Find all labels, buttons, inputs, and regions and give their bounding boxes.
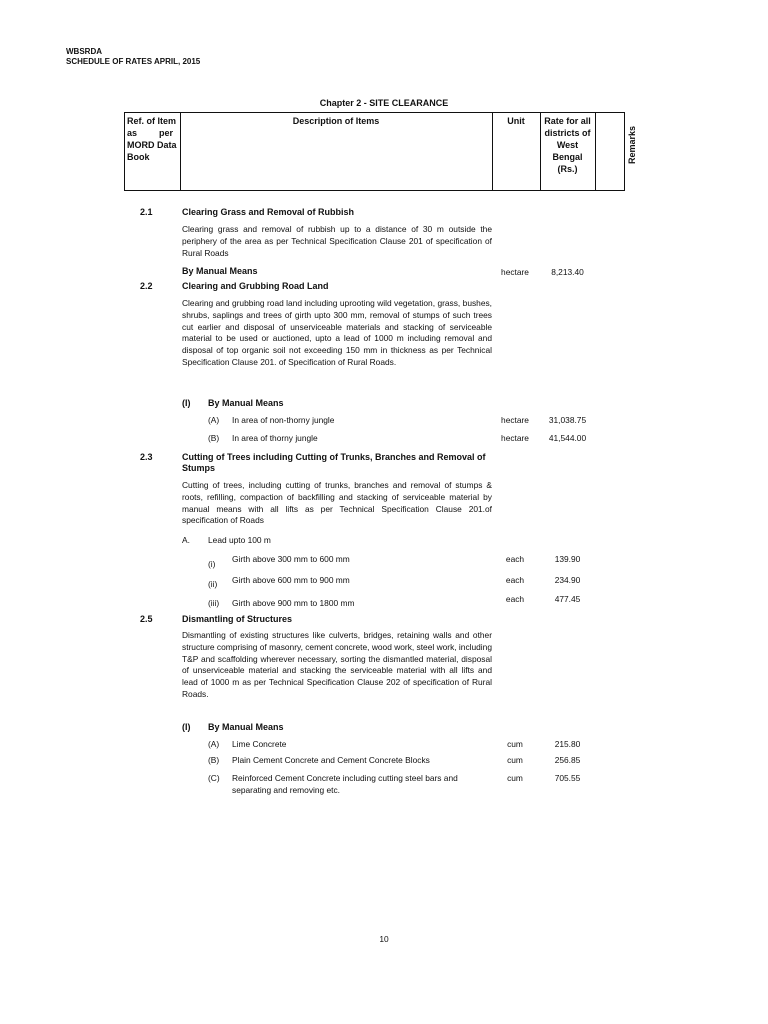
ref-header-line: per: [159, 128, 174, 138]
rate-header-line: (Rs.): [557, 164, 578, 174]
lead-text: Lead upto 100 m: [208, 535, 271, 545]
item-description: Cutting of trees, including cutting of trunks, branches and removal of stumps & roots, refilling, compaction of backfilling and stacking of serviceable material by manual means with all lifts as per Technical Specification Clause 201.of specification of Roads: [182, 480, 492, 526]
rate-header-line: West: [556, 140, 579, 150]
rate-header-line: Bengal: [552, 152, 583, 162]
ref-header-line: as: [127, 128, 138, 138]
rate-header-line: Rate for all: [544, 116, 591, 126]
means-label: By Manual Means: [208, 398, 284, 408]
description-header: Description of Items: [292, 116, 380, 126]
item-title: Clearing Grass and Removal of Rubbish: [182, 207, 355, 217]
sub-item-text: Lime Concrete: [232, 739, 287, 749]
unit-value: hectare: [501, 433, 529, 443]
rate-value: 256.85: [554, 755, 581, 765]
sub-item-label: (A): [208, 415, 220, 425]
sub-item-text: In area of thorny jungle: [232, 433, 318, 443]
sub-item-text: Girth above 900 mm to 1800 mm: [232, 598, 355, 608]
unit-value: cum: [507, 755, 523, 765]
means-label: By Manual Means: [208, 722, 284, 732]
ref-header-line: Ref. of Item: [127, 116, 177, 126]
unit-value: each: [505, 594, 525, 604]
item-title: Cutting of Trees including Cutting of Trunks, Branches and Removal of Stumps: [182, 452, 486, 473]
sub-item-text: Girth above 300 mm to 600 mm: [232, 554, 350, 564]
page-number: 10: [379, 934, 389, 944]
sub-item-label: (C): [208, 773, 220, 783]
unit-value: hectare: [501, 267, 529, 277]
rate-value: 215.80: [554, 739, 581, 749]
item-description: Clearing grass and removal of rubbish up to a distance of 30 m outside the periphery of the area as per Technical Specification Clause 201 of specification of Rural Roads: [182, 224, 492, 258]
table-header: [124, 112, 625, 191]
rate-header-line: districts of: [544, 128, 591, 138]
means-label: By Manual Means: [182, 266, 258, 276]
item-number: 2.5: [140, 614, 153, 624]
item-number: 2.1: [140, 207, 153, 217]
sub-item-text: In area of non-thorny jungle: [232, 415, 335, 425]
rate-value: 705.55: [554, 773, 581, 783]
rate-value: 31,038.75: [548, 415, 587, 425]
unit-value: hectare: [501, 415, 529, 425]
sub-item-label: (ii): [208, 579, 218, 589]
item-number: 2.3: [140, 452, 153, 462]
rate-value: 139.90: [554, 554, 581, 564]
chapter-title: Chapter 2 - SITE CLEARANCE: [319, 98, 449, 108]
unit-header: Unit: [507, 116, 525, 126]
rate-value: 477.45: [554, 594, 581, 604]
unit-value: cum: [507, 773, 523, 783]
remarks-header: Remarks: [627, 125, 637, 165]
item-title: Dismantling of Structures: [182, 614, 293, 624]
lead-label: A.: [182, 535, 190, 545]
item-description: Clearing and grubbing road land including uprooting wild vegetation, grass, bushes, shrubs, saplings and trees of girth upto 300 mm, removal of stumps of such trees cut earlier and disposal of unserviceable materials and stacking of serviceable material to be used or auctioned, upto a lead of 1000 m including removal and disposal of top organic soil not exceeding 150 mm in thickness as per Technical Specification Clause 201. of Specification of Rural Roads.: [182, 298, 492, 367]
rate-value: 41,544.00: [548, 433, 587, 443]
ref-header-line: Book: [127, 152, 150, 162]
means-number: (I): [182, 722, 191, 732]
unit-value: each: [505, 554, 525, 564]
rate-value: 234.90: [554, 575, 581, 585]
sub-item-label: (B): [208, 755, 220, 765]
sub-item-text: Plain Cement Concrete and Cement Concrete Blocks: [232, 755, 430, 765]
sub-item-text: Reinforced Cement Concrete including cutting steel bars and separating and removing etc.: [232, 773, 458, 795]
item-title: Clearing and Grubbing Road Land: [182, 281, 329, 291]
column-divider: [595, 113, 596, 190]
sub-item-label: (A): [208, 739, 220, 749]
sub-item-text: Girth above 600 mm to 900 mm: [232, 575, 350, 585]
sub-item-label: (B): [208, 433, 220, 443]
schedule-title: SCHEDULE OF RATES APRIL, 2015: [66, 57, 201, 66]
sub-item-label: (iii): [208, 598, 220, 608]
sub-item-label: (i): [208, 559, 216, 569]
rate-value: 8,213.40: [551, 267, 584, 277]
unit-value: each: [505, 575, 525, 585]
means-number: (I): [182, 398, 191, 408]
ref-header-line: MORD Data: [127, 140, 177, 150]
unit-value: cum: [507, 739, 523, 749]
org-name: WBSRDA: [66, 47, 102, 56]
item-description: Dismantling of existing structures like culverts, bridges, retaining walls and other structure comprising of masonry, cement concrete, wood work, steel work, including T&P and scaffolding wherever necessary, sorting the dismantled material, disposal of unserviceable material and stacking the serviceable material with all lifts and lead of 1000 m as per Technical Specification Clause 202 of specification of Rural Roads.: [182, 630, 492, 699]
item-number: 2.2: [140, 281, 153, 291]
